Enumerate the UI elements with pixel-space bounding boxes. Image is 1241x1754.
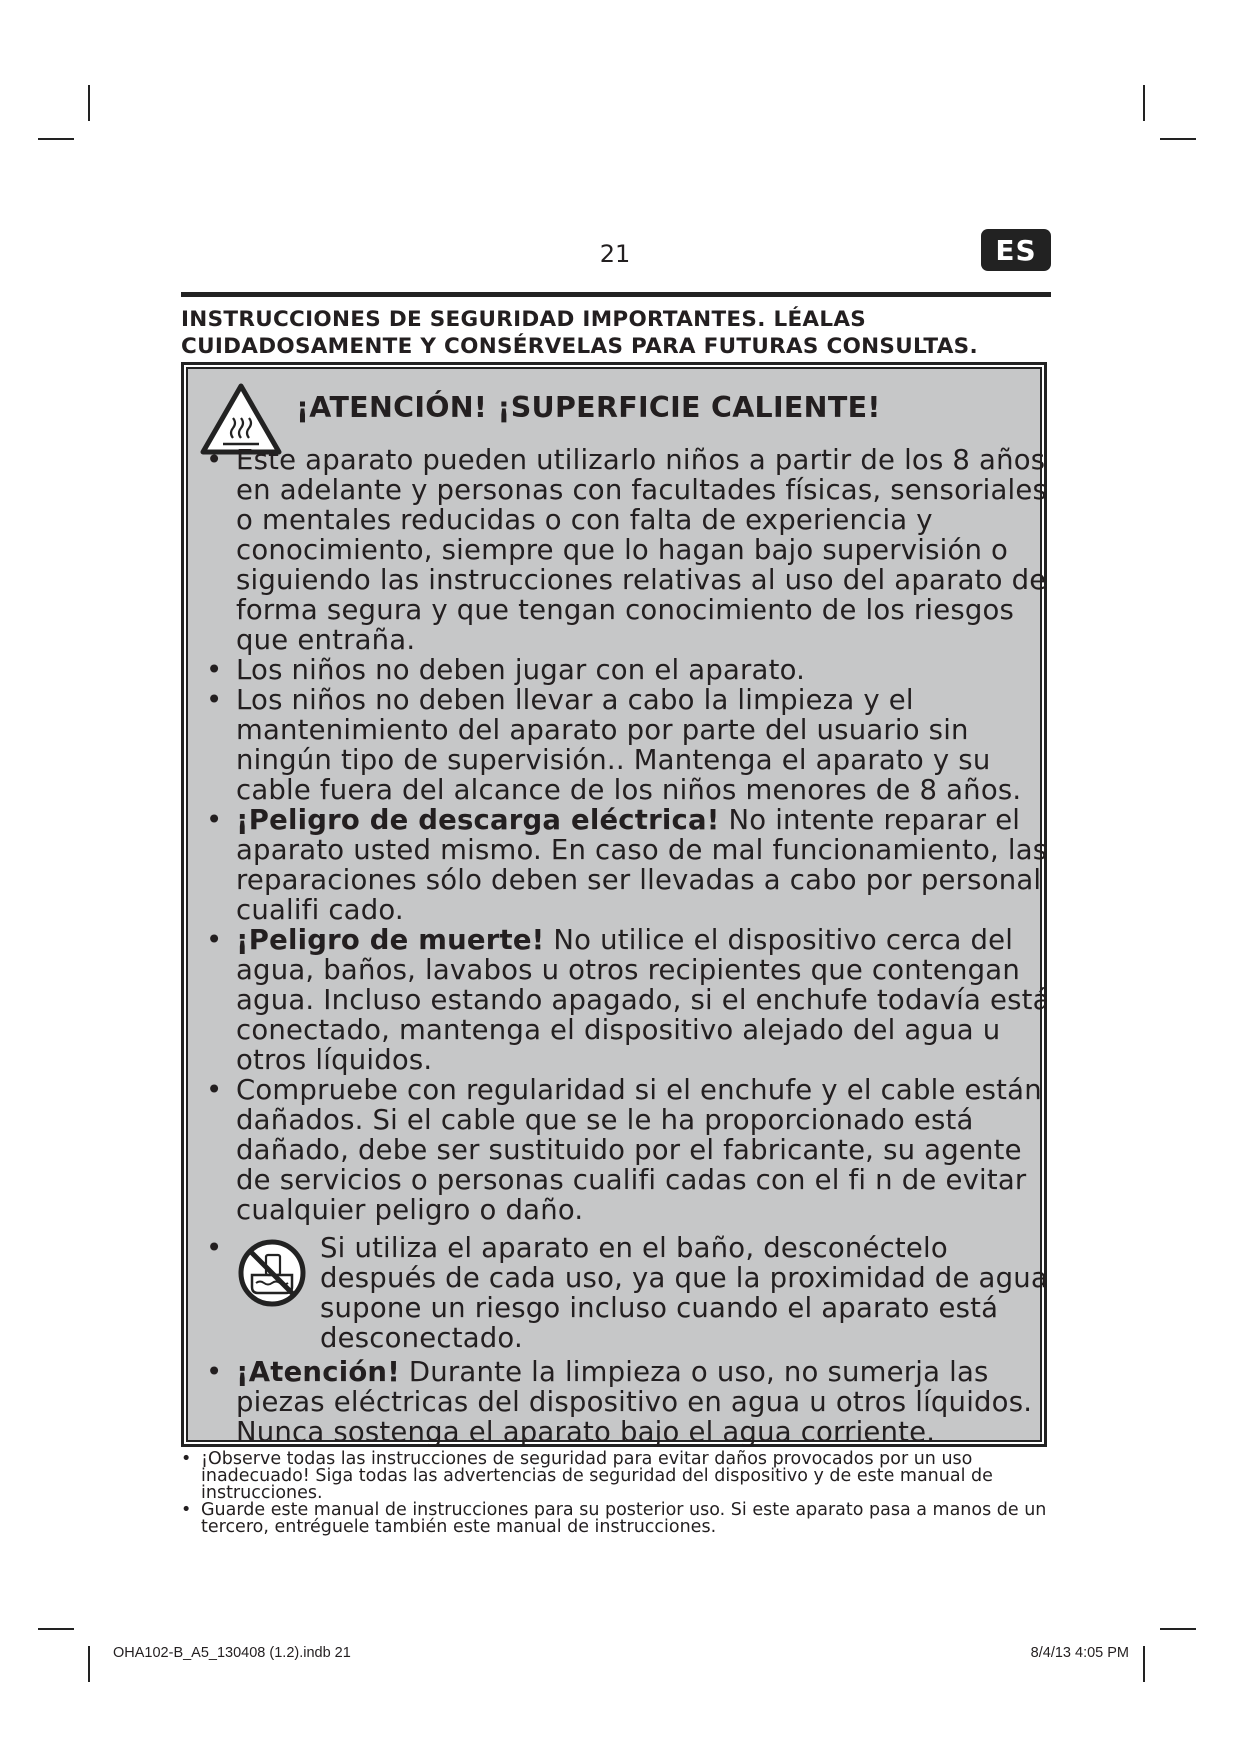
warning-item-text: Durante la limpieza o uso, no sumerja las piezas eléctricas del dispositivo en agua u otros líquidos. Nunca sostenga el aparato bajo el agua corriente.: [236, 1356, 1033, 1448]
warning-item-bold: ¡Peligro de muerte!: [236, 924, 545, 956]
warning-list: [206, 445, 1051, 1447]
note-item: • ¡Observe todas las instrucciones de seguridad para evitar daños provocados por un uso inadecuado! Siga todas las advertencias de seguridad del dispositivo y de este manual de instrucciones.: [181, 1451, 1061, 1502]
warning-item-bold: ¡Atención!: [236, 1356, 400, 1388]
warning-item: [206, 1357, 1051, 1447]
crop-mark: [1143, 85, 1145, 121]
warning-item: [206, 685, 1051, 805]
warning-item: [206, 925, 1051, 1075]
warning-item: [206, 655, 1051, 685]
warning-item-text: Los niños no deben llevar a cabo la limpieza y el mantenimiento del aparato por parte del usuario sin ningún tipo de supervisión.. Mantenga el aparato y su cable fuera del alcance de los niños menores de 8 años.: [236, 684, 1022, 806]
crop-mark: [1160, 138, 1196, 140]
warning-item: [206, 445, 1051, 655]
warning-title: ¡ATENCIÓN! ¡SUPERFICIE CALIENTE!: [296, 391, 881, 424]
crop-mark: [1160, 1628, 1196, 1630]
language-badge: ES: [981, 229, 1051, 271]
warning-item-bold: ¡Peligro de descarga eléctrica!: [236, 804, 720, 836]
warning-item-text: No intente reparar el aparato usted mismo. En caso de mal funcionamiento, las reparaciones sólo deben ser llevadas a cabo por personal cualifi cado.: [236, 804, 1048, 926]
footer-file-info: OHA102-B_A5_130408 (1.2).indb 21: [113, 1645, 351, 1661]
crop-mark: [88, 1646, 90, 1682]
warning-item: [206, 805, 1051, 925]
warning-item-text: Compruebe con regularidad si el enchufe y el cable están dañados. Si el cable que se le ha proporcionado está dañado, debe ser sustituido por el fabricante, su agente de servicios o personas cualifi cadas con el fi n de evitar cualquier peligro o daño.: [236, 1074, 1042, 1226]
crop-mark: [1143, 1646, 1145, 1682]
crop-mark: [38, 1628, 74, 1630]
warning-item-text: Los niños no deben jugar con el aparato.: [236, 654, 806, 686]
warning-box: [181, 362, 1050, 1448]
footer-date-info: 8/4/13 4:05 PM: [1030, 1645, 1129, 1661]
header-rule: [181, 292, 1051, 297]
warning-item: [206, 1233, 1051, 1353]
note-item: • Guarde este manual de instrucciones para su posterior uso. Si este aparato pasa a manos de un tercero, entréguele también este manual de instrucciones.: [181, 1502, 1061, 1536]
safety-heading: [181, 306, 1061, 360]
warning-item-text: Este aparato pueden utilizarlo niños a partir de los 8 años en adelante y personas con facultades físicas, sensoriales o mentales reducidas o con falta de experiencia y conocimiento, siempre que lo hagan bajo supervisión o siguiendo las instrucciones relativas al uso del aparato de forma segura y que tengan conocimiento de los riesgos que entraña.: [236, 444, 1047, 656]
heading-line-2: CUIDADOSAMENTE Y CONSÉRVELAS PARA FUTURAS CONSULTAS.: [181, 334, 978, 359]
crop-mark: [88, 85, 90, 121]
notes-list: [181, 1451, 1061, 1536]
warning-item-text: No utilice el dispositivo cerca del agua, baños, lavabos u otros recipientes que contengan agua. Incluso estando apagado, si el enchufe todavía está conectado, mantenga el dispositivo alejado del agua u otros líquidos.: [236, 924, 1050, 1076]
crop-mark: [38, 138, 74, 140]
page-number: 21: [599, 240, 631, 268]
warning-item: [206, 1075, 1051, 1225]
warning-item-text: Si utiliza el aparato en el baño, desconéctelo después de cada uso, ya que la proximidad de agua supone un riesgo incluso cuando el aparato está desconectado.: [320, 1232, 1048, 1354]
heading-line-1: INSTRUCCIONES DE SEGURIDAD IMPORTANTES. LÉALAS: [181, 307, 867, 332]
do-not-immerse-icon: [236, 1237, 308, 1309]
